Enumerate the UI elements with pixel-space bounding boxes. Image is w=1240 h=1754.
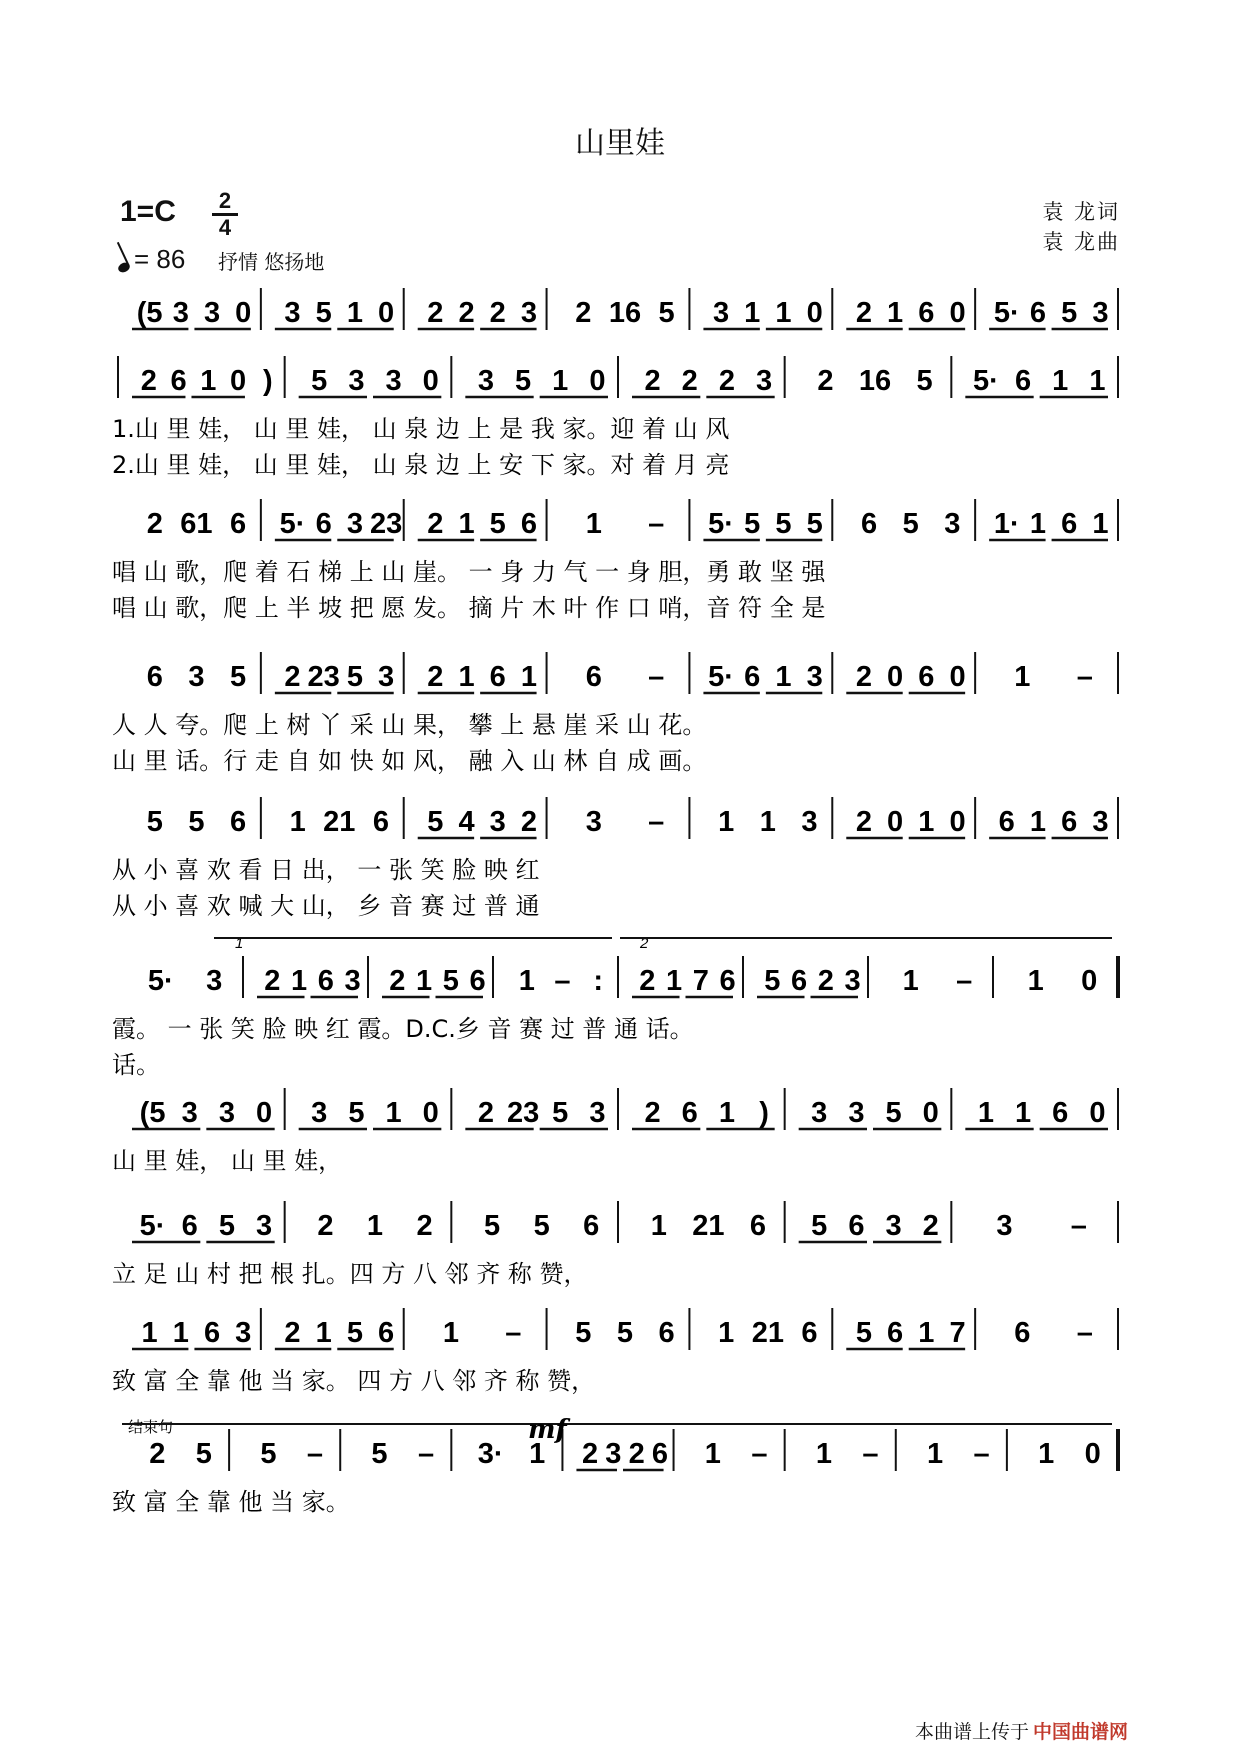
note: 2 bbox=[427, 661, 444, 693]
note: 2 bbox=[317, 1210, 334, 1242]
note: 6 bbox=[749, 1210, 766, 1242]
note: 6 bbox=[315, 508, 332, 540]
note: 3 bbox=[346, 508, 363, 540]
note: 5 bbox=[346, 1317, 363, 1349]
note: 6 bbox=[203, 1317, 221, 1349]
note: 1 bbox=[200, 365, 217, 397]
note: – bbox=[1070, 1210, 1087, 1242]
note: 6 bbox=[1014, 1317, 1031, 1349]
note: 5 bbox=[311, 365, 328, 397]
note: 0 bbox=[887, 661, 904, 693]
note: 1 bbox=[1089, 365, 1106, 397]
note: 1 bbox=[902, 965, 919, 997]
note: 0 bbox=[378, 297, 395, 329]
note: 5 bbox=[575, 1317, 592, 1349]
note: 6 bbox=[918, 661, 935, 693]
note: 3 bbox=[712, 297, 730, 329]
note: 6 bbox=[583, 1210, 600, 1242]
note: 5 bbox=[1061, 297, 1078, 329]
note: 2 bbox=[389, 965, 406, 997]
lyric-line: 山 里 娃， 山 里 娃， bbox=[112, 1147, 343, 1175]
note: 0 bbox=[229, 365, 247, 397]
note: 5· bbox=[973, 365, 999, 397]
note: 1 bbox=[1052, 365, 1069, 397]
note: 5 bbox=[442, 965, 459, 997]
note: 3 bbox=[844, 965, 861, 997]
note: 1 bbox=[1027, 965, 1044, 997]
note: 6 bbox=[585, 661, 602, 693]
note: – bbox=[973, 1438, 990, 1470]
note: 5 bbox=[195, 1438, 212, 1470]
note: 3 bbox=[311, 1097, 328, 1129]
note: 7 bbox=[692, 965, 709, 997]
note: 1 bbox=[520, 661, 538, 693]
note: 3 bbox=[477, 365, 494, 397]
note: 6 bbox=[998, 806, 1015, 838]
note: 16 bbox=[608, 297, 642, 329]
note: 3 bbox=[218, 1097, 235, 1129]
note: 1 bbox=[887, 297, 904, 329]
note: 1 bbox=[775, 297, 792, 329]
note: 0 bbox=[949, 661, 966, 693]
composer-credit: 袁 龙曲 bbox=[1042, 230, 1120, 254]
lyric-line: 从 小 喜 欢 看 日 出， 一 张 笑 脸 映 红 bbox=[112, 856, 540, 884]
note: 1 bbox=[650, 1210, 667, 1242]
note: – bbox=[1076, 661, 1093, 693]
note: 0 bbox=[887, 806, 904, 838]
lyric-line: 唱 山 歌，爬 着 石 梯 上 山 崖。 一 身 力 气 一 身 胆，勇 敢 坚 强 bbox=[112, 558, 826, 586]
note: 23 bbox=[307, 661, 340, 693]
note: 2 bbox=[718, 365, 735, 397]
note: 5 bbox=[855, 1317, 872, 1349]
note: 2 bbox=[575, 297, 592, 329]
note: 5 bbox=[885, 1097, 902, 1129]
lyric-line: 致 富 全 靠 他 当 家。 bbox=[112, 1488, 350, 1516]
note: – bbox=[505, 1317, 522, 1349]
key-signature: 1=C bbox=[120, 195, 176, 228]
note: 3 bbox=[885, 1210, 902, 1242]
note: 2 bbox=[477, 1097, 494, 1129]
time-signature-bottom: 4 bbox=[218, 215, 232, 240]
note: 5 bbox=[533, 1210, 550, 1242]
note: 23 bbox=[506, 1097, 540, 1129]
note: 1 bbox=[366, 1210, 384, 1242]
note: 3 bbox=[206, 965, 223, 997]
note: 5 bbox=[616, 1317, 634, 1349]
note: 1 bbox=[926, 1438, 944, 1470]
note: 1 bbox=[518, 965, 535, 997]
note: 5 bbox=[348, 1097, 365, 1129]
note: 3 bbox=[172, 297, 189, 329]
note: 5 bbox=[346, 661, 363, 693]
note: 6 bbox=[1052, 1097, 1069, 1129]
note: 6 bbox=[658, 1317, 675, 1349]
note: 5· bbox=[993, 297, 1020, 329]
note: 1 bbox=[315, 1317, 332, 1349]
note: 2 bbox=[644, 1097, 661, 1129]
note: 6 bbox=[861, 508, 878, 540]
lyric-line: 话。 bbox=[112, 1051, 160, 1079]
note: 6 bbox=[848, 1210, 865, 1242]
note: 3 bbox=[1092, 806, 1109, 838]
note: 1 bbox=[666, 965, 683, 997]
note: 1 bbox=[1014, 661, 1031, 693]
note: 1 bbox=[704, 1438, 721, 1470]
note: ) bbox=[759, 1097, 769, 1129]
note: 61 bbox=[180, 508, 213, 540]
lyricist-credit: 袁 龙词 bbox=[1042, 200, 1120, 224]
note: 3 bbox=[756, 365, 773, 397]
note: 0 bbox=[235, 297, 252, 329]
note: 5 bbox=[188, 806, 205, 838]
note: 5 bbox=[552, 1097, 569, 1129]
note: 5 bbox=[764, 965, 781, 997]
note: 5 bbox=[489, 508, 506, 540]
note: 5 bbox=[315, 297, 332, 329]
note: 2 bbox=[681, 365, 698, 397]
note: 2 bbox=[817, 965, 834, 997]
note: 5 bbox=[146, 806, 163, 838]
note: 1 bbox=[1029, 806, 1047, 838]
note: 5· bbox=[147, 965, 174, 997]
note: – bbox=[417, 1438, 435, 1470]
note: 0 bbox=[1081, 965, 1098, 997]
note: 3 bbox=[811, 1097, 828, 1129]
note: 1 bbox=[718, 1317, 735, 1349]
note: 23 bbox=[369, 508, 403, 540]
note: 6 bbox=[489, 661, 506, 693]
expression-text: 抒情 悠扬地 bbox=[218, 250, 325, 274]
note: 6 bbox=[918, 297, 935, 329]
note: 1 bbox=[815, 1438, 833, 1470]
note: 6 bbox=[146, 661, 163, 693]
note: 1 bbox=[172, 1317, 189, 1349]
note: 1 bbox=[416, 965, 433, 997]
note: 2 bbox=[149, 1438, 166, 1470]
note: 3 bbox=[605, 1438, 622, 1470]
volta-2-label: 2 bbox=[640, 935, 649, 952]
lyric-line: 人 人 夸。爬 上 树 丫 采 山 果， 攀 上 悬 崖 采 山 花。 bbox=[112, 711, 707, 739]
note: 21 bbox=[323, 806, 356, 838]
note: 0 bbox=[949, 806, 966, 838]
song-title: 山里娃 bbox=[575, 126, 665, 161]
note: 3 bbox=[801, 806, 818, 838]
site-logo: 中国曲谱网 bbox=[1033, 1721, 1129, 1743]
note: 6 bbox=[372, 806, 389, 838]
note: 5 bbox=[902, 508, 919, 540]
time-signature-top: 2 bbox=[218, 188, 232, 213]
note: ) bbox=[262, 365, 273, 397]
note: 5 bbox=[484, 1210, 501, 1242]
note: 1 bbox=[718, 1097, 735, 1129]
lyric-line: 唱 山 歌，爬 上 半 坡 把 愿 发。 摘 片 木 叶 作 口 哨，音 符 全 是 bbox=[112, 594, 826, 622]
note: 0 bbox=[922, 1097, 939, 1129]
note: 3 bbox=[181, 1097, 198, 1129]
note: 6 bbox=[317, 965, 334, 997]
note: 2 bbox=[855, 297, 872, 329]
note: 2 bbox=[284, 1317, 301, 1349]
note: 3 bbox=[348, 365, 365, 397]
footer-text: 本曲谱上传于 bbox=[915, 1721, 1030, 1743]
note: 3 bbox=[1092, 297, 1109, 329]
note: 3 bbox=[944, 508, 961, 540]
volta-1-label: 1 bbox=[235, 935, 244, 952]
note: 5· bbox=[279, 508, 306, 540]
note: 3 bbox=[848, 1097, 865, 1129]
note: 2 bbox=[855, 661, 872, 693]
note: – bbox=[648, 661, 665, 693]
lyric-line: 霞。 一 张 笑 脸 映 红 霞。D.C.乡 音 赛 过 普 通 话。 bbox=[112, 1015, 694, 1043]
note: 1 bbox=[529, 1438, 546, 1470]
note: 1 bbox=[744, 297, 761, 329]
note: 5 bbox=[744, 508, 761, 540]
note: 7 bbox=[949, 1317, 966, 1349]
lyric-line: 致 富 全 靠 他 当 家。 四 方 八 邻 齐 称 赞， bbox=[112, 1367, 596, 1395]
note: 1 bbox=[759, 806, 776, 838]
note: 4 bbox=[458, 806, 475, 838]
note: – bbox=[306, 1438, 324, 1470]
note: 1 bbox=[346, 297, 363, 329]
note: 5 bbox=[916, 365, 933, 397]
note: 2 bbox=[628, 1438, 645, 1470]
note: 5 bbox=[658, 297, 675, 329]
note: 0 bbox=[589, 365, 606, 397]
note: 2 bbox=[817, 365, 834, 397]
note: 2 bbox=[582, 1438, 599, 1470]
note: 5 bbox=[371, 1438, 388, 1470]
note: 6 bbox=[229, 508, 247, 540]
note: 3 bbox=[489, 806, 506, 838]
note: 3 bbox=[585, 806, 602, 838]
lyric-line: 立 足 山 村 把 根 扎。四 方 八 邻 齐 称 赞， bbox=[112, 1260, 588, 1288]
note: 1 bbox=[458, 661, 475, 693]
note: 1 bbox=[141, 1317, 158, 1349]
note: 6 bbox=[791, 965, 808, 997]
note: 6 bbox=[681, 1097, 698, 1129]
note: 6 bbox=[801, 1317, 818, 1349]
note: 6 bbox=[1061, 508, 1078, 540]
tempo-value: = 86 bbox=[134, 244, 186, 274]
note: 1 bbox=[291, 965, 308, 997]
note: 6 bbox=[651, 1438, 668, 1470]
lyric-line: 从 小 喜 欢 喊 大 山， 乡 音 赛 过 普 通 bbox=[112, 892, 540, 920]
lyric-line: 2.山 里 娃， 山 里 娃， 山 泉 边 上 安 下 家。对 着 月 亮 bbox=[112, 451, 730, 479]
note: 0 bbox=[1084, 1438, 1101, 1470]
note: 5 bbox=[229, 661, 247, 693]
note: 3 bbox=[235, 1317, 252, 1349]
note: 5 bbox=[515, 365, 532, 397]
note: 5 bbox=[218, 1210, 235, 1242]
note: 2 bbox=[416, 1210, 433, 1242]
note: 3 bbox=[806, 661, 823, 693]
note: 1 bbox=[442, 1317, 459, 1349]
note: 2 bbox=[427, 297, 444, 329]
note: 0 bbox=[422, 365, 439, 397]
note: 2 bbox=[489, 297, 506, 329]
note: 6 bbox=[744, 661, 761, 693]
note: – bbox=[751, 1438, 768, 1470]
note: 2 bbox=[644, 365, 661, 397]
note: 2 bbox=[264, 965, 281, 997]
note: 3 bbox=[589, 1097, 606, 1129]
note: 5· bbox=[139, 1210, 166, 1242]
note: 2 bbox=[458, 297, 475, 329]
note: 2 bbox=[146, 508, 163, 540]
lyric-line: 1.山 里 娃， 山 里 娃， 山 泉 边 上 是 我 家。迎 着 山 风 bbox=[112, 415, 730, 443]
note: 2 bbox=[639, 965, 656, 997]
note: – bbox=[956, 965, 973, 997]
note: 1 bbox=[1029, 508, 1047, 540]
note: 3 bbox=[385, 365, 402, 397]
note: 0 bbox=[806, 297, 823, 329]
note: 5· bbox=[708, 661, 734, 693]
note: 21 bbox=[751, 1317, 784, 1349]
note: 2 bbox=[427, 508, 444, 540]
note: 1 bbox=[918, 1317, 935, 1349]
note: 3· bbox=[477, 1438, 504, 1470]
note: 1 bbox=[918, 806, 935, 838]
note: 1 bbox=[775, 661, 792, 693]
note: 16 bbox=[858, 365, 892, 397]
note: 6 bbox=[887, 1317, 904, 1349]
note: (5 bbox=[136, 297, 163, 329]
note: 2 bbox=[922, 1210, 939, 1242]
note: 3 bbox=[203, 297, 221, 329]
note: 5 bbox=[427, 806, 444, 838]
note: 5 bbox=[811, 1210, 828, 1242]
note: 3 bbox=[284, 297, 301, 329]
note: 6 bbox=[1061, 806, 1078, 838]
note: 6 bbox=[181, 1210, 198, 1242]
note: – bbox=[648, 806, 665, 838]
note: 2 bbox=[855, 806, 872, 838]
note: 1 bbox=[977, 1097, 994, 1129]
note: 6 bbox=[1029, 297, 1047, 329]
footer-upload-note bbox=[915, 1717, 1128, 1744]
note: 5 bbox=[775, 508, 792, 540]
note: 1 bbox=[458, 508, 475, 540]
note: 1 bbox=[585, 508, 602, 540]
note: – bbox=[554, 965, 571, 997]
note: 6 bbox=[229, 806, 247, 838]
note: 0 bbox=[422, 1097, 439, 1129]
ending-section-label: 结束句 bbox=[128, 1418, 174, 1436]
note: 6 bbox=[469, 965, 486, 997]
note: 2 bbox=[140, 365, 157, 397]
note: 6 bbox=[520, 508, 538, 540]
note: 2 bbox=[520, 806, 538, 838]
note: – bbox=[648, 508, 665, 540]
note: : bbox=[593, 965, 604, 997]
dynamic-marking: mf bbox=[528, 1415, 567, 1445]
note: 6 bbox=[378, 1317, 395, 1349]
note: 1 bbox=[1038, 1438, 1055, 1470]
note: 1 bbox=[1092, 508, 1109, 540]
note: 1 bbox=[385, 1097, 402, 1129]
note: 3 bbox=[344, 965, 361, 997]
note: 0 bbox=[1089, 1097, 1106, 1129]
note: 21 bbox=[692, 1210, 725, 1242]
note: 3 bbox=[996, 1210, 1013, 1242]
note: 6 bbox=[1015, 365, 1032, 397]
note: 2 bbox=[284, 661, 301, 693]
note: 5 bbox=[260, 1438, 277, 1470]
note: 0 bbox=[949, 297, 966, 329]
note: 0 bbox=[256, 1097, 273, 1129]
lyric-line: 山 里 话。行 走 自 如 快 如 风， 融 入 山 林 自 成 画。 bbox=[112, 747, 707, 775]
note: 1 bbox=[552, 365, 569, 397]
note: 1 bbox=[1015, 1097, 1032, 1129]
note: 1 bbox=[718, 806, 735, 838]
note: 6 bbox=[719, 965, 736, 997]
note: 3 bbox=[256, 1210, 273, 1242]
note: 3 bbox=[378, 661, 395, 693]
note: 3 bbox=[520, 297, 538, 329]
note: – bbox=[862, 1438, 879, 1470]
note: 1· bbox=[993, 508, 1020, 540]
note: 5· bbox=[708, 508, 734, 540]
note: – bbox=[1076, 1317, 1093, 1349]
note: 6 bbox=[170, 365, 187, 397]
note: (5 bbox=[139, 1097, 166, 1129]
note: 1 bbox=[289, 806, 306, 838]
note: 3 bbox=[188, 661, 205, 693]
note: 5 bbox=[806, 508, 823, 540]
